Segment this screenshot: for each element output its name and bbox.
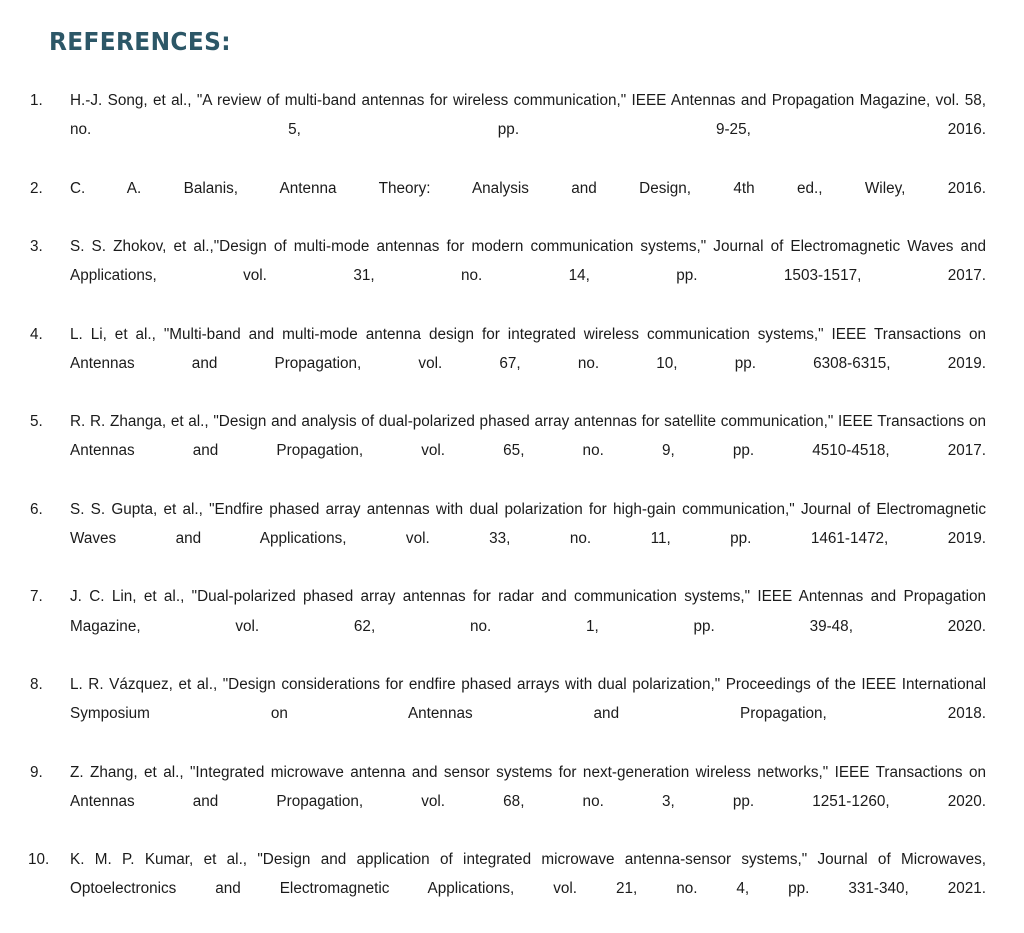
- reference-text: S. S. Zhokov, et al.,"Design of multi-mode antennas for modern communication systems," Journal of Electromagnetic Waves and Applications, vol. 31, no. 14, pp. 1503-1517, 2017.: [70, 238, 986, 285]
- reference-text: C. A. Balanis, Antenna Theory: Analysis and Design, 4th ed., Wiley, 2016.: [70, 179, 986, 197]
- list-item: [28, 495, 986, 583]
- reference-text: L. Li, et al., "Multi-band and multi-mode antenna design for integrated wireless communication systems," IEEE Transactions on Antennas and Propagation, vol. 67, no. 10, pp. 6308-6315, 2019.: [70, 325, 986, 372]
- list-item: [28, 407, 986, 495]
- reference-text: Z. Zhang, et al., "Integrated microwave antenna and sensor systems for next-generation wireless networks," IEEE Transactions on Antennas and Propagation, vol. 68, no. 3, pp. 1251-1260, 2020.: [70, 763, 986, 810]
- reference-number: 6.: [30, 500, 43, 518]
- list-item: [28, 845, 986, 933]
- reference-text: R. R. Zhanga, et al., "Design and analysis of dual-polarized phased array antennas for satellite communication," IEEE Transactions on Antennas and Propagation, vol. 65, no. 9, pp. 4510-4518, 2017.: [70, 413, 986, 460]
- reference-text: L. R. Vázquez, et al., "Design considerations for endfire phased arrays with dual polarization," Proceedings of the IEEE International Symposium on Antennas and Propagation, 2018.: [70, 676, 986, 723]
- reference-number: 10.: [28, 851, 50, 869]
- references-list: [28, 86, 986, 933]
- reference-text: H.-J. Song, et al., "A review of multi-band antennas for wireless communication," IEEE Antennas and Propagation Magazine, vol. 58, no. 5, pp. 9-25, 2016.: [70, 92, 986, 139]
- reference-number: 2.: [30, 179, 43, 197]
- reference-text: S. S. Gupta, et al., "Endfire phased array antennas with dual polarization for high-gain communication," Journal of Electromagnetic Waves and Applications, vol. 33, no. 11, pp. 1461-1472, 2019.: [70, 500, 986, 548]
- reference-number: 3.: [30, 238, 43, 256]
- reference-number: 9.: [30, 763, 43, 781]
- list-item: [28, 86, 986, 174]
- reference-text: K. M. P. Kumar, et al., "Design and application of integrated microwave antenna-sensor systems," Journal of Microwaves, Optoelectronics and Electromagnetic Applications, vol. 21, no. 4, pp. 331-340, 2021.: [70, 851, 986, 898]
- reference-number: 1.: [30, 92, 43, 109]
- reference-text: J. C. Lin, et al., "Dual-polarized phased array antennas for radar and communication systems," IEEE Antennas and Propagation Magazine, vol. 62, no. 1, pp. 39-48, 2020.: [70, 588, 986, 635]
- reference-number: 7.: [30, 588, 43, 606]
- list-item: [28, 670, 986, 758]
- list-item: [28, 320, 986, 408]
- list-item: [28, 232, 986, 320]
- list-item: [28, 174, 986, 232]
- list-item: [28, 758, 986, 846]
- list-item: [28, 582, 986, 670]
- reference-number: 8.: [30, 676, 43, 694]
- page-title: REFERENCES:: [49, 27, 231, 56]
- reference-number: 5.: [30, 413, 43, 431]
- reference-number: 4.: [30, 325, 43, 343]
